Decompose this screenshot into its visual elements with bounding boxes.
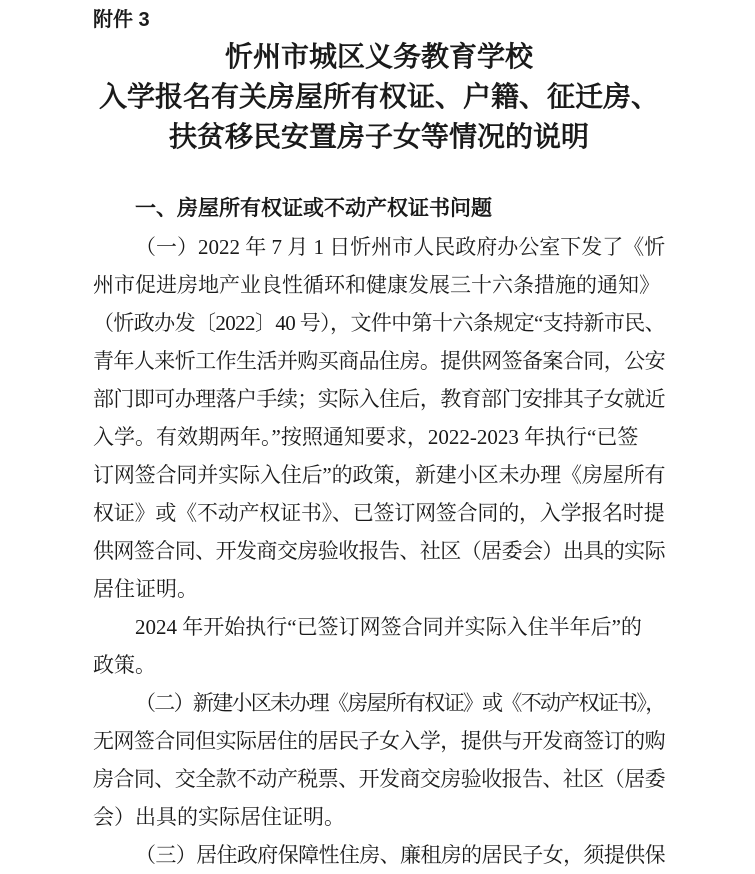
paragraph-list	[93, 228, 665, 874]
title-line-3: 扶贫移民安置房子女等情况的说明	[168, 122, 589, 153]
text-line: 居住证明。	[93, 577, 198, 601]
text-line: 供网签合同、开发商交房验收报告、社区（居委会）出具的实际	[93, 539, 665, 563]
text-line: 2024 年开始执行“已签订网签合同并实际入住半年后”的	[135, 615, 642, 639]
text-line: （二）新建小区未办理《房屋所有权证》或《不动产权证书》，	[135, 691, 665, 715]
text-line: 青年人来忻工作生活并购买商品住房。提供网签备案合同，公安	[93, 349, 665, 373]
attachment-label: 附件 3	[93, 9, 150, 31]
text-line: 政策。	[93, 653, 156, 677]
text-line: 州市促进房地产业良性循环和健康发展三十六条措施的通知》	[93, 273, 660, 297]
section-heading: 一、房屋所有权证或不动产权证书问题	[135, 197, 492, 220]
title-line-2: 入学报名有关房屋所有权证、户籍、征迁房、	[98, 82, 659, 113]
text-line: 会）出具的实际居住证明。	[93, 805, 345, 829]
text-line: 入学。有效期两年。”按照通知要求，2022-2023 年执行“已签	[93, 425, 639, 449]
paragraph	[93, 684, 665, 836]
title-line-1: 忻州市城区义务教育学校	[224, 42, 533, 73]
text-line: （忻政办发〔2022〕40 号），文件中第十六条规定“支持新市民、	[93, 311, 666, 335]
text-line: 订网签合同并实际入住后”的政策，新建小区未办理《房屋所有	[93, 463, 666, 487]
text-line: 房合同、交全款不动产税票、开发商交房验收报告、社区（居委	[93, 767, 665, 791]
text-line: 无网签合同但实际居住的居民子女入学，提供与开发商签订的购	[93, 729, 665, 753]
text-line: 部门即可办理落户手续；实际入住后，教育部门安排其子女就近	[93, 387, 665, 411]
text-line: （三）居住政府保障性住房、廉租房的居民子女，须提供保	[135, 843, 665, 867]
text-line: （一）2022 年 7 月 1 日忻州市人民政府办公室下发了《忻	[135, 235, 666, 259]
paragraph	[93, 836, 665, 874]
paragraph	[93, 608, 665, 684]
text-line: 权证》或《不动产权证书》、已签订网签合同的，入学报名时提	[93, 501, 665, 525]
document-title	[93, 38, 665, 158]
paragraph	[93, 228, 665, 608]
